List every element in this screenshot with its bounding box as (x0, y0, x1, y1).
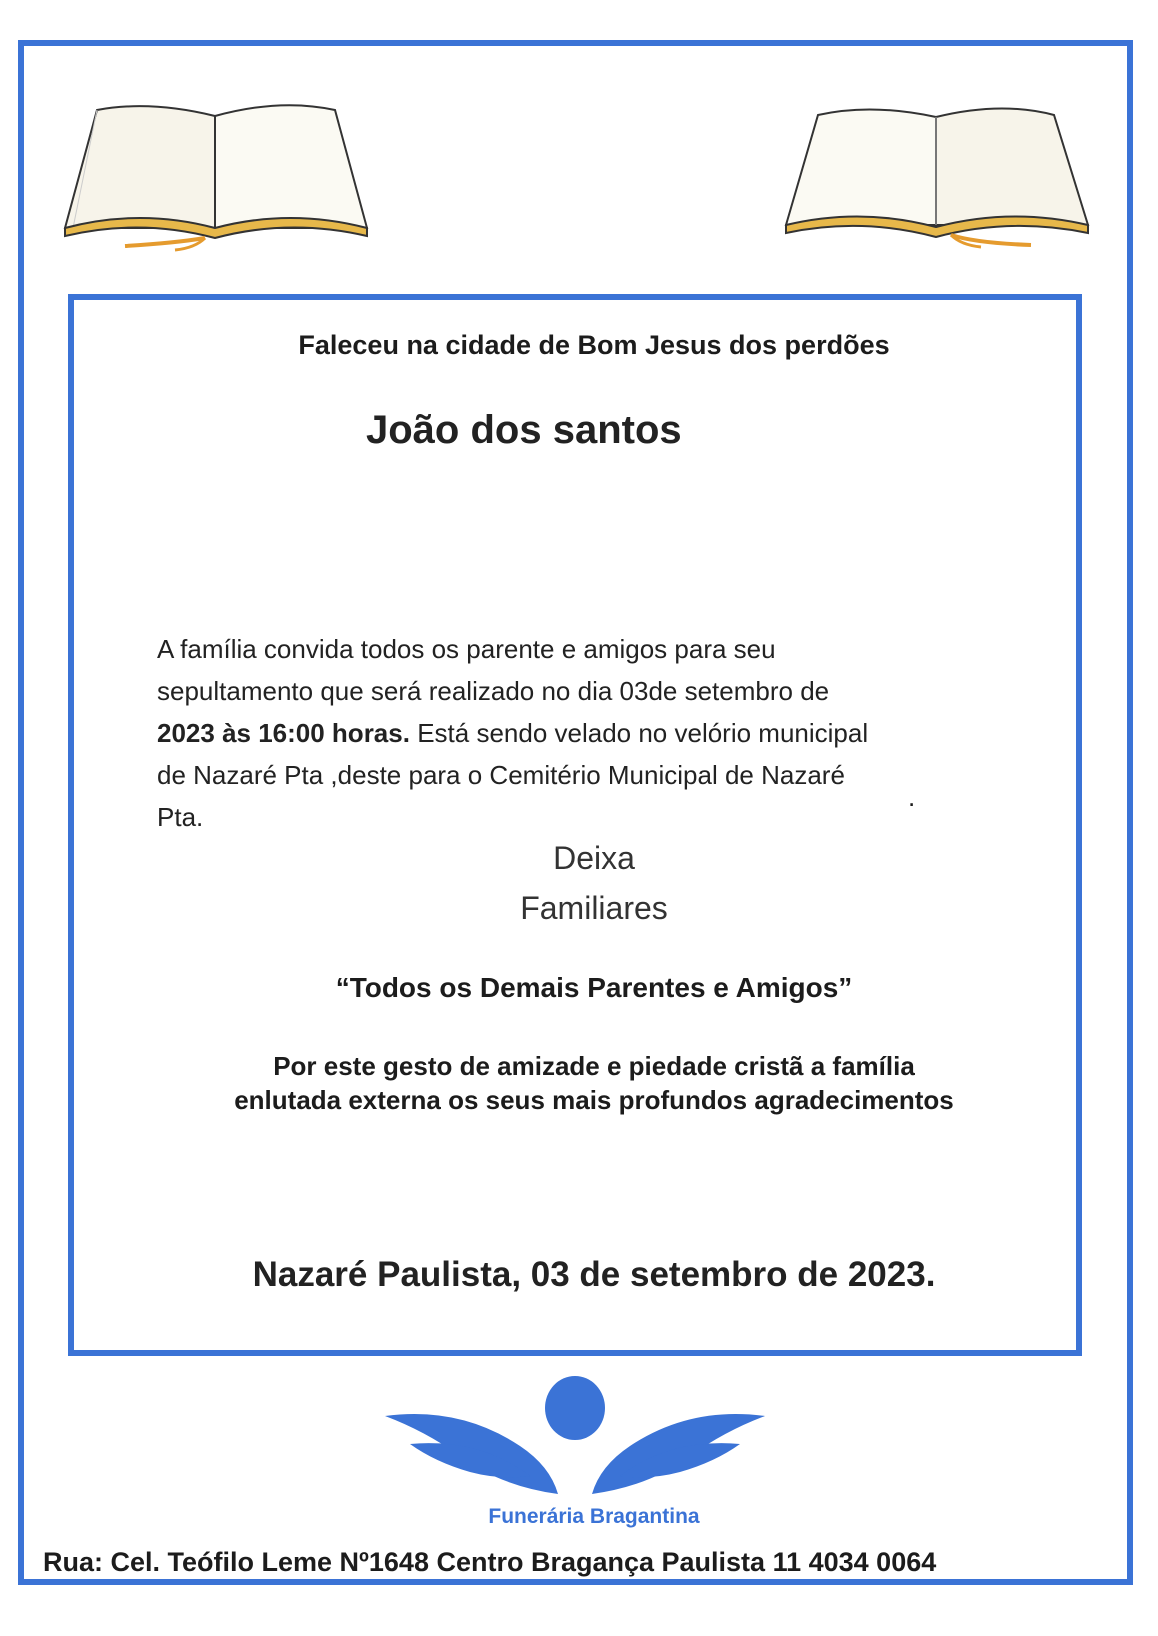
place-date: Nazaré Paulista, 03 de setembro de 2023. (252, 1255, 936, 1294)
thanks-message (0, 1049, 1158, 1117)
open-book-icon (776, 95, 1106, 265)
family-label: Familiares (520, 890, 668, 926)
thanks-line: enlutada externa os seus mais profundos agradecimentos (234, 1085, 954, 1115)
invitation-line: de Nazaré Pta ,deste para o Cemitério Municipal de Nazaré (157, 760, 845, 790)
stray-dot: . (908, 782, 916, 812)
leaves-label: Deixa (553, 840, 635, 876)
invitation-line: sepultamento que será realizado no dia 03de setembro de (157, 676, 830, 706)
thanks-line: Por este gesto de amizade e piedade cristã a família (273, 1051, 915, 1081)
funeral-logo-icon (380, 1376, 770, 1516)
open-book-icon (55, 78, 385, 258)
invitation-line-rest: Está sendo velado no velório municipal (409, 718, 869, 748)
city-line: Faleceu na cidade de Bom Jesus dos perdões (298, 330, 890, 360)
invitation-text (157, 628, 1017, 838)
address-line: Rua: Cel. Teófilo Leme Nº1648 Centro Bragança Paulista 11 4034 0064 (43, 1547, 937, 1577)
invitation-line (157, 712, 1017, 754)
others-label: “Todos os Demais Parentes e Amigos” (335, 972, 853, 1003)
deceased-name: João dos santos (366, 408, 682, 452)
funeral-home-name: Funerária Bragantina (488, 1505, 700, 1528)
invitation-line: A família convida todos os parente e amigos para seu (157, 634, 776, 664)
invitation-line: Pta. (157, 802, 204, 832)
burial-time: 2023 às 16:00 horas. (157, 718, 410, 748)
